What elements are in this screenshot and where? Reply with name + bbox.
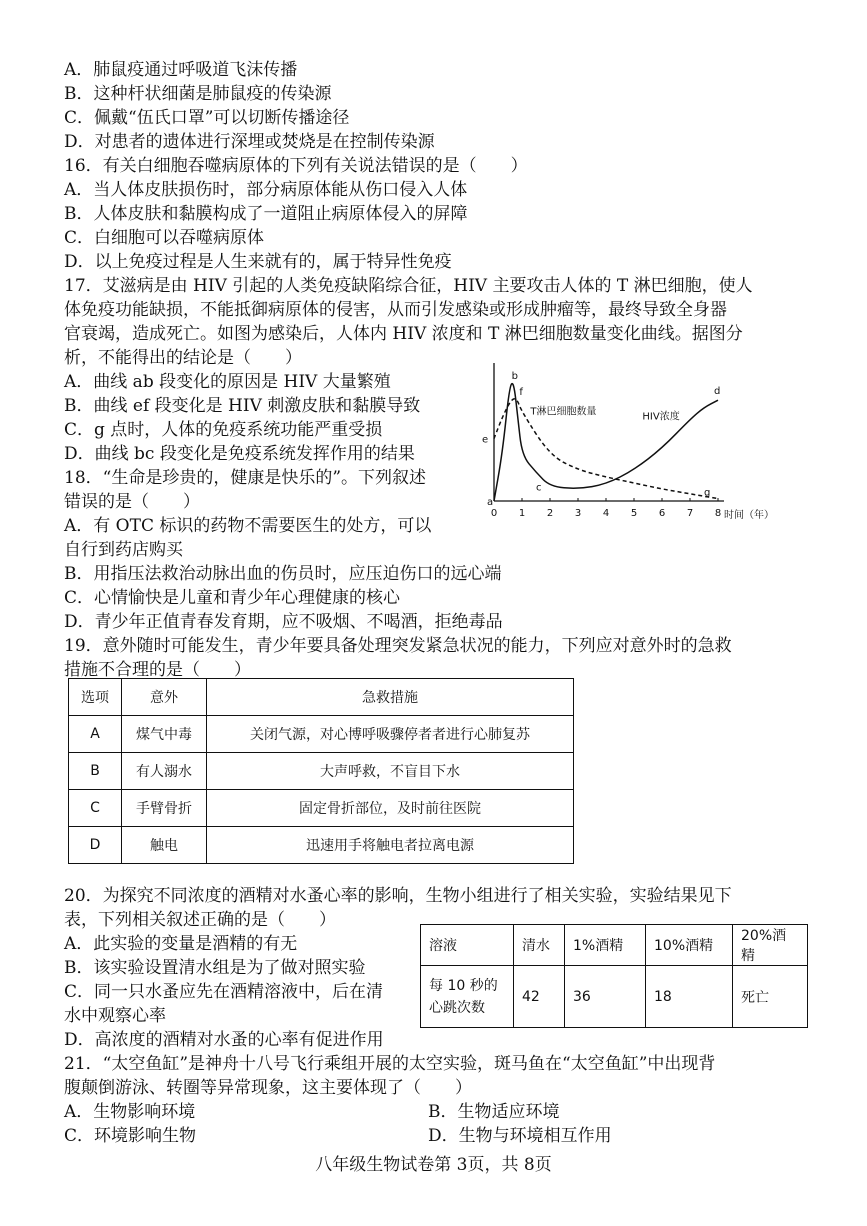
q16-stem: 16．有关白细胞吞噬病原体的下列有关说法错误的是（ ） [64, 156, 528, 176]
q15-option-d: D．对患者的遗体进行深埋或焚烧是在控制传染源 [64, 132, 435, 152]
x-tick-label: 6 [658, 508, 666, 519]
table-row [69, 753, 574, 790]
q20-stem-1: 20．为探究不同浓度的酒精对水蚤心率的影响，生物小组进行了相关实验，实验结果见下 [64, 886, 732, 906]
q20-cell: 36 [565, 966, 646, 1028]
q19-cell: 迅速用手将触电者拉离电源 [207, 827, 574, 864]
q21-stem-2: 腹颠倒游泳、转圈等异常现象，这主要体现了（ ） [64, 1078, 472, 1098]
q20-row-label [421, 966, 514, 1028]
q21-option-c: C．环境影响生物 [64, 1126, 197, 1146]
x-tick-label: 4 [602, 508, 610, 519]
point-label-g: g [704, 487, 711, 499]
q17-option-b: B．曲线 ef 段变化是 HIV 刺激皮肤和黏膜导致 [64, 396, 421, 416]
q20-option-a: A．此实验的变量是酒精的有无 [64, 934, 298, 954]
q20-stem-2: 表，下列相关叙述正确的是（ ） [64, 910, 336, 930]
q18-option-c: C．心情愉快是儿童和青少年心理健康的核心 [64, 588, 401, 608]
point-label-e: e [482, 434, 489, 446]
q20-option-d: D．高浓度的酒精对水蚤的心率有促进作用 [64, 1030, 384, 1050]
q15-option-b: B．这种杆状细菌是肺鼠疫的传染源 [64, 84, 332, 104]
q19-header-accident: 意外 [122, 679, 207, 716]
q19-cell: 关闭气源，对心博呼吸骤停者者进行心肺复苏 [207, 716, 574, 753]
q21-option-d: D．生物与环境相互作用 [428, 1126, 612, 1146]
q18-stem-2: 错误的是（ ） [64, 492, 200, 512]
q19-cell: C [69, 790, 122, 827]
q19-cell: 触电 [122, 827, 207, 864]
q17-option-d: D．曲线 bc 段变化是免疫系统发挥作用的结果 [64, 444, 415, 464]
q19-cell: 手臂骨折 [122, 790, 207, 827]
hiv-concentration-line [494, 384, 721, 501]
table-row [69, 716, 574, 753]
q19-cell: 有人溺水 [122, 753, 207, 790]
point-label-d: d [714, 386, 721, 398]
q15-option-a: A．肺鼠疫通过呼吸道飞沫传播 [64, 60, 298, 80]
q20-row-label-line-2: 心跳次数 [429, 999, 485, 1016]
q19-table [68, 678, 574, 864]
q20-option-c-1: C．同一只水蚤应先在酒精溶液中，后在清 [64, 982, 384, 1002]
q20-row-label-line-1: 每 10 秒的 [429, 977, 498, 994]
q16-option-d: D．以上免疫过程是人生来就有的，属于特异性免疫 [64, 252, 452, 272]
point-label-b: b [511, 371, 518, 382]
q19-cell: D [69, 827, 122, 864]
q19-stem-1: 19．意外随时可能发生，青少年要具备处理突发紧急状况的能力，下列应对意外时的急救 [64, 636, 732, 656]
q20-cell: 18 [646, 966, 733, 1028]
q20-cell: 死亡 [733, 966, 808, 1028]
q20-header-20pct: 20%酒精 [733, 925, 808, 966]
q15-option-c: C．佩戴“伍氏口罩”可以切断传播途径 [64, 108, 350, 128]
x-tick-label: 0 [490, 508, 498, 519]
x-tick-label: 3 [574, 508, 582, 519]
page-footer: 八年级生物试卷第 3页，共 8页 [315, 1155, 552, 1175]
x-tick-label: 8 [714, 508, 722, 519]
q20-header-solution: 溶液 [421, 925, 514, 966]
q19-cell: B [69, 753, 122, 790]
series-label-t-cell: T淋巴细胞数量 [530, 406, 597, 418]
q18-option-a-2: 自行到药店购买 [64, 540, 183, 560]
point-label-f: f [519, 386, 523, 398]
q17-option-c: C．g 点时，人体的免疫系统功能严重受损 [64, 420, 383, 440]
table-row [69, 790, 574, 827]
q20-cell: 42 [514, 966, 565, 1028]
table-row [421, 966, 808, 1028]
q18-stem-1: 18．“生命是珍贵的，健康是快乐的”。下列叙述 [64, 468, 427, 488]
q19-stem-2: 措施不合理的是（ ） [64, 660, 251, 680]
q17-stem-3: 官衰竭，造成死亡。如图为感染后，人体内 HIV 浓度和 T 淋巴细胞数量变化曲线。据图分 [64, 324, 743, 344]
q21-option-a: A．生物影响环境 [64, 1102, 196, 1122]
x-axis-label: 时间（年） [724, 510, 774, 521]
q20-header-water: 清水 [514, 925, 565, 966]
x-tick-label: 1 [518, 508, 526, 519]
q16-option-c: C．白细胞可以吞噬病原体 [64, 228, 265, 248]
q17-stem-1: 17．艾滋病是由 HIV 引起的人类免疫缺陷综合征，HIV 主要攻击人体的 T 淋巴细胞，使人 [64, 276, 753, 296]
q17-stem-2: 体免疫功能缺损，不能抵御病原体的侵害，从而引发感染或形成肿瘤等，最终导致全身器 [64, 300, 727, 320]
q18-option-b: B．用指压法救治动脉出血的伤员时，应压迫伤口的远心端 [64, 564, 502, 584]
point-label-c: c [536, 482, 542, 494]
q21-stem-1: 21．“太空鱼缸”是神舟十八号飞行乘组开展的太空实验，斑马鱼在“太空鱼缸”中出现背 [64, 1054, 716, 1074]
point-label-a: a [487, 497, 494, 508]
q21-option-b: B．生物适应环境 [428, 1102, 560, 1122]
x-tick-label: 7 [686, 508, 694, 519]
q16-option-b: B．人体皮肤和黏膜构成了一道阻止病原体侵入的屏障 [64, 204, 468, 224]
q20-option-b: B．该实验设置清水组是为了做对照实验 [64, 958, 366, 978]
x-tick-label: 2 [546, 508, 554, 519]
q19-cell: 煤气中毒 [122, 716, 207, 753]
q17-option-a: A．曲线 ab 段变化的原因是 HIV 大量繁殖 [64, 372, 391, 392]
q20-table [420, 924, 808, 1028]
q19-cell: A [69, 716, 122, 753]
x-tick-label: 5 [630, 508, 638, 519]
q20-header-10pct: 10%酒精 [646, 925, 733, 966]
q20-option-c-2: 水中观察心率 [64, 1006, 166, 1026]
q20-header-1pct: 1%酒精 [565, 925, 646, 966]
q18-option-a-1: A．有 OTC 标识的药物不需要医生的处方，可以 [64, 516, 432, 536]
q17-stem-4: 析，不能得出的结论是（ ） [64, 348, 302, 368]
q19-cell: 大声呼救，不盲目下水 [207, 753, 574, 790]
table-row [69, 827, 574, 864]
series-label-hiv: HIV浓度 [642, 411, 680, 423]
q19-header-option: 选项 [69, 679, 122, 716]
q19-cell: 固定骨折部位，及时前往医院 [207, 790, 574, 827]
q18-option-d: D．青少年正值青春发育期，应不吸烟、不喝酒，拒绝毒品 [64, 612, 503, 632]
q16-option-a: A．当人体皮肤损伤时，部分病原体能从伤口侵入人体 [64, 180, 468, 200]
hiv-chart [476, 360, 811, 530]
q19-header-measure: 急救措施 [207, 679, 574, 716]
